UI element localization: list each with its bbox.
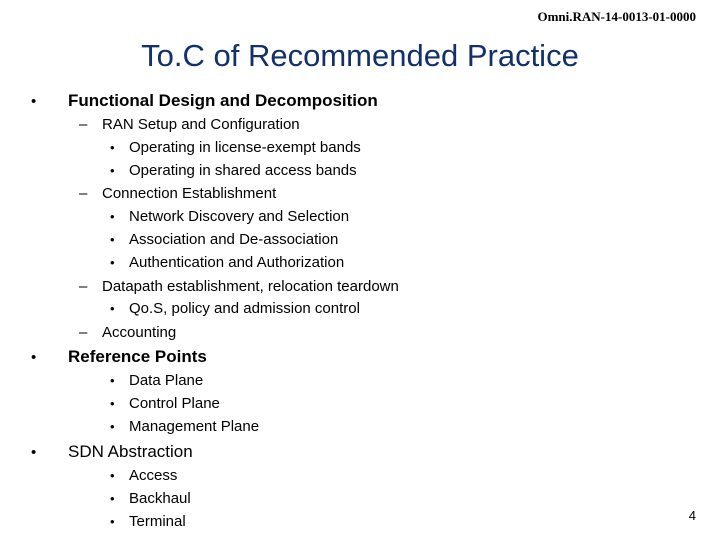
dash-icon: – xyxy=(79,324,88,341)
section-heading: SDN Abstraction xyxy=(68,442,193,461)
bullet-icon: • xyxy=(31,93,37,110)
sub-list-item: Terminal xyxy=(129,513,186,530)
sub-list-item: Backhaul xyxy=(129,490,191,507)
sub-list-item: Data Plane xyxy=(129,372,204,389)
bullet-icon: • xyxy=(110,209,115,224)
section-heading: Functional Design and Decomposition xyxy=(68,91,378,110)
document-id: Omni.RAN-14-0013-01-0000 xyxy=(537,9,696,24)
list-item: Connection Establishment xyxy=(102,185,277,202)
slide-title: To.C of Recommended Practice xyxy=(141,38,579,73)
bullet-icon: • xyxy=(110,491,115,506)
dash-icon: – xyxy=(79,278,88,295)
bullet-icon: • xyxy=(110,232,115,247)
sub-list-item: Operating in license-exempt bands xyxy=(129,139,361,156)
list-item: Accounting xyxy=(102,324,177,341)
sub-list-item: Network Discovery and Selection xyxy=(129,208,350,225)
bullet-icon: • xyxy=(110,163,115,178)
sub-list-item: Management Plane xyxy=(129,418,260,435)
bullet-icon: • xyxy=(110,396,115,411)
bullet-icon: • xyxy=(110,301,115,316)
section-heading: Reference Points xyxy=(68,347,207,366)
sub-list-item: Operating in shared access bands xyxy=(129,162,357,179)
bullet-icon: • xyxy=(110,514,115,529)
list-item: RAN Setup and Configuration xyxy=(102,116,300,133)
bullet-icon: • xyxy=(31,349,37,366)
page-number: 4 xyxy=(688,508,696,523)
bullet-icon: • xyxy=(110,468,115,483)
bullet-icon: • xyxy=(31,444,37,461)
sub-list-item: Control Plane xyxy=(129,395,220,412)
bullet-icon: • xyxy=(110,140,115,155)
bullet-icon: • xyxy=(110,419,115,434)
bullet-icon: • xyxy=(110,255,115,270)
sub-list-item: Qo.S, policy and admission control xyxy=(129,300,360,317)
list-item: Datapath establishment, relocation teardown xyxy=(102,278,399,295)
dash-icon: – xyxy=(79,185,88,202)
sub-list-item: Association and De-association xyxy=(129,231,339,248)
bullet-icon: • xyxy=(110,373,115,388)
dash-icon: – xyxy=(79,116,88,133)
sub-list-item: Access xyxy=(129,467,178,484)
sub-list-item: Authentication and Authorization xyxy=(129,254,345,271)
